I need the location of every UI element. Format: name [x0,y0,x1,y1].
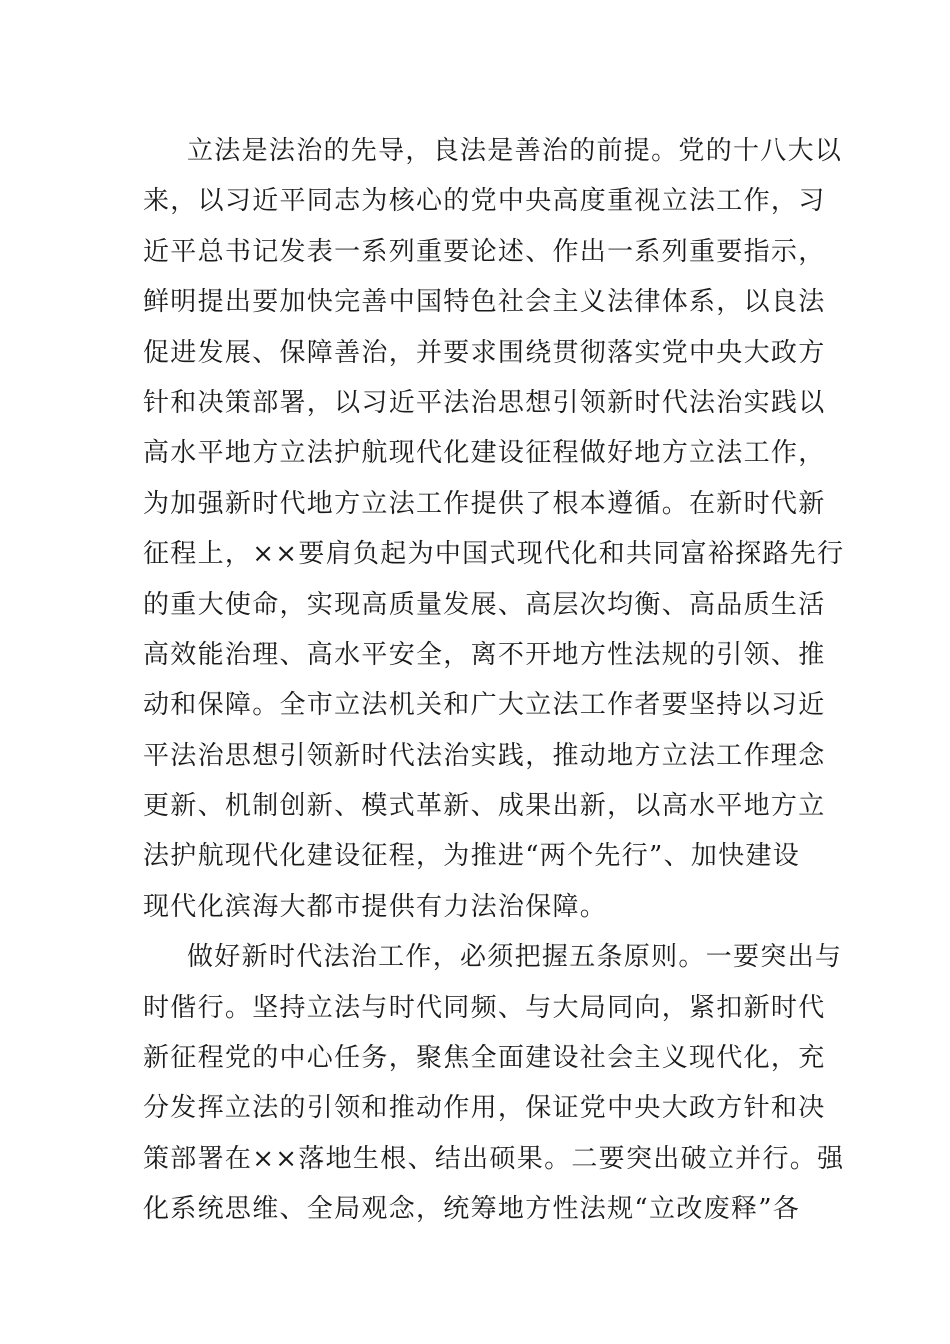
paragraph-line: 征程上，××要肩负起为中国式现代化和共同富裕探路先行 [143,539,845,570]
paragraph-line: 更新、机制创新、模式革新、成果出新，以高水平地方立 [143,791,826,822]
paragraph-line: 做好新时代法治工作，必须把握五条原则。一要突出与 [187,942,843,973]
document-body [143,126,845,1235]
paragraph-line: 分发挥立法的引领和推动作用，保证党中央大政方针和决 [143,1093,826,1124]
paragraph-line: 促进发展、保障善治，并要求围绕贯彻落实党中央大政方 [143,337,826,368]
paragraph-line: 时偕行。坚持立法与时代同频、与大局同向，紧扣新时代 [143,992,826,1023]
paragraph-line: 平法治思想引领新时代法治实践，推动地方立法工作理念 [143,740,826,771]
paragraph-line: 针和决策部署，以习近平法治思想引领新时代法治实践以 [143,387,826,418]
paragraph-line: 近平总书记发表一系列重要论述、作出一系列重要指示， [143,236,826,267]
paragraph-line: 法护航现代化建设征程，为推进“两个先行”、加快建设 [143,841,801,872]
paragraph-line: 高效能治理、高水平安全，离不开地方性法规的引领、推 [143,639,826,670]
paragraph-line: 策部署在××落地生根、结出硕果。二要突出破立并行。强 [143,1143,845,1174]
paragraph-line: 鲜明提出要加快完善中国特色社会主义法律体系，以良法 [143,287,826,318]
paragraph-line: 来，以习近平同志为核心的党中央高度重视立法工作，习 [143,186,826,217]
paragraph-line: 动和保障。全市立法机关和广大立法工作者要坚持以习近 [143,690,826,721]
paragraph-line: 立法是法治的先导，良法是善治的前提。党的十八大以 [187,136,843,166]
paragraph-line: 新征程党的中心任务，聚焦全面建设社会主义现代化，充 [143,1043,826,1074]
paragraph-2 [143,932,845,1234]
paragraph-line: 化系统思维、全局观念，统筹地方性法规“立改废释”各 [143,1194,801,1225]
paragraph-line: 的重大使命，实现高质量发展、高层次均衡、高品质生活 [143,589,826,620]
paragraph-line: 为加强新时代地方立法工作提供了根本遵循。在新时代新 [143,488,826,519]
paragraph-line: 高水平地方立法护航现代化建设征程做好地方立法工作， [143,438,826,469]
paragraph-line: 现代化滨海大都市提供有力法治保障。 [143,891,608,922]
paragraph-1 [143,126,845,932]
